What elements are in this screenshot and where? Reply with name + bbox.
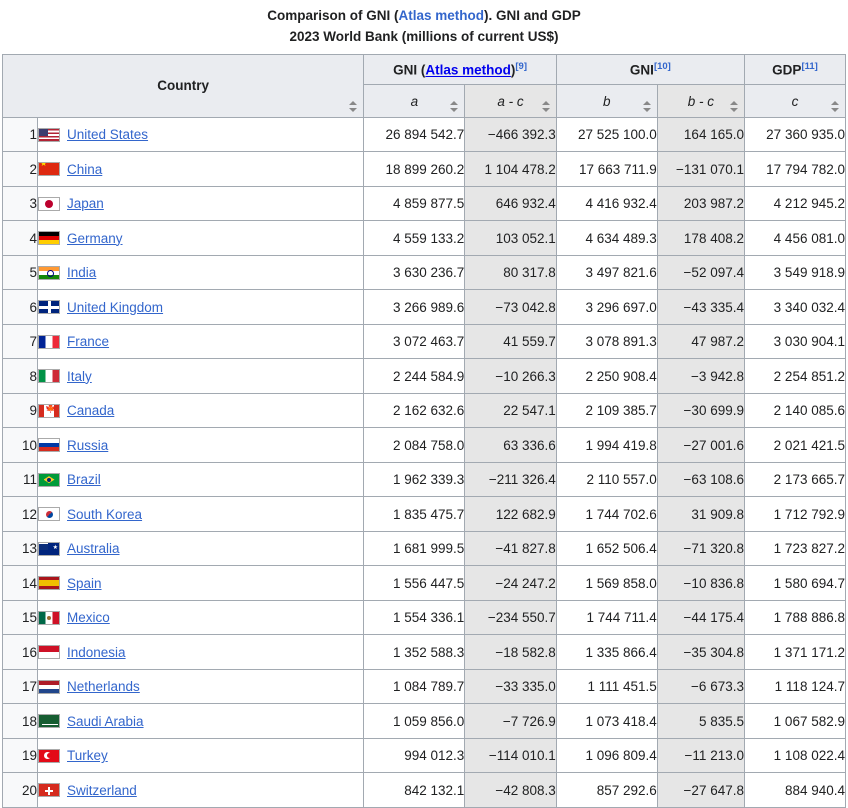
table-row — [3, 669, 846, 704]
row-rank: 12 — [3, 497, 38, 532]
country-link[interactable]: Spain — [67, 575, 102, 591]
row-country — [38, 566, 364, 601]
cell-b-minus-c: −43 335.4 — [657, 290, 744, 325]
flag-icon — [38, 542, 60, 556]
cell-b-minus-c: −10 836.8 — [657, 566, 744, 601]
table-row — [3, 531, 846, 566]
row-rank: 18 — [3, 704, 38, 739]
cell-a-minus-c: −211 326.4 — [465, 462, 556, 497]
row-rank: 9 — [3, 393, 38, 428]
cell-a-minus-c: −466 392.3 — [465, 117, 556, 152]
row-country — [38, 152, 364, 187]
flag-icon — [38, 680, 60, 694]
sort-icon-country[interactable] — [349, 100, 358, 113]
cell-gni-b: 4 416 932.4 — [556, 186, 657, 221]
cell-a-minus-c: −18 582.8 — [465, 635, 556, 670]
cell-gni-atlas-a: 1 962 339.3 — [364, 462, 465, 497]
cell-gdp-c: 2 173 665.7 — [744, 462, 845, 497]
cell-gni-atlas-a: 3 072 463.7 — [364, 324, 465, 359]
flag-icon — [38, 749, 60, 763]
cell-gdp-c: 1 788 886.8 — [744, 600, 845, 635]
row-country — [38, 600, 364, 635]
cell-gni-b: 2 109 385.7 — [556, 393, 657, 428]
country-link[interactable]: South Korea — [67, 506, 143, 522]
cell-a-minus-c: −42 808.3 — [465, 773, 556, 808]
header-country-label: Country — [157, 78, 210, 94]
cell-a-minus-c: 646 932.4 — [465, 186, 556, 221]
row-rank: 19 — [3, 738, 38, 773]
row-rank: 8 — [3, 359, 38, 394]
header-col-c-label: c — [791, 93, 799, 109]
row-country — [38, 324, 364, 359]
row-rank: 17 — [3, 669, 38, 704]
cell-b-minus-c: −52 097.4 — [657, 255, 744, 290]
cell-b-minus-c: 164 165.0 — [657, 117, 744, 152]
cell-a-minus-c: −41 827.8 — [465, 531, 556, 566]
cell-b-minus-c: −27 001.6 — [657, 428, 744, 463]
cell-a-minus-c: −10 266.3 — [465, 359, 556, 394]
cell-gni-atlas-a: 1 835 475.7 — [364, 497, 465, 532]
country-link[interactable]: Mexico — [67, 610, 110, 626]
flag-icon — [38, 335, 60, 349]
cell-gdp-c: 1 108 022.4 — [744, 738, 845, 773]
cell-gni-atlas-a: 994 012.3 — [364, 738, 465, 773]
sort-icon-b[interactable] — [643, 100, 652, 113]
cell-a-minus-c: 122 682.9 — [465, 497, 556, 532]
flag-icon — [38, 231, 60, 245]
cell-gni-b: 1 096 809.4 — [556, 738, 657, 773]
flag-icon — [38, 128, 60, 142]
country-link[interactable]: United States — [67, 127, 149, 143]
caption-line-1-pre: Comparison of GNI ( — [267, 8, 399, 23]
row-country — [38, 704, 364, 739]
row-rank: 4 — [3, 221, 38, 256]
flag-icon — [38, 645, 60, 659]
cell-b-minus-c: −6 673.3 — [657, 669, 744, 704]
sort-icon-b-minus-c[interactable] — [730, 100, 739, 113]
table-row — [3, 600, 846, 635]
country-link[interactable]: Switzerland — [67, 782, 137, 798]
row-country — [38, 428, 364, 463]
country-link[interactable]: China — [67, 161, 103, 177]
header-country[interactable] — [3, 54, 364, 117]
cell-gni-atlas-a: 1 681 999.5 — [364, 531, 465, 566]
table-row — [3, 324, 846, 359]
header-gni-atlas-pre: GNI ( — [393, 62, 426, 78]
cell-b-minus-c: −44 175.4 — [657, 600, 744, 635]
cell-gdp-c: 3 340 032.4 — [744, 290, 845, 325]
cell-gni-atlas-a: 3 630 236.7 — [364, 255, 465, 290]
header-gdp-label: GDP — [772, 62, 802, 78]
cell-b-minus-c: 203 987.2 — [657, 186, 744, 221]
header-gdp — [744, 54, 845, 84]
flag-icon — [38, 438, 60, 452]
row-rank: 13 — [3, 531, 38, 566]
cell-gdp-c: 1 723 827.2 — [744, 531, 845, 566]
header-col-a-minus-c[interactable] — [465, 85, 556, 118]
flag-icon — [38, 714, 60, 728]
row-rank: 14 — [3, 566, 38, 601]
cell-gni-b: 2 250 908.4 — [556, 359, 657, 394]
country-link[interactable]: Australia — [67, 541, 120, 557]
cell-gdp-c: 1 118 124.7 — [744, 669, 845, 704]
cell-b-minus-c: 5 835.5 — [657, 704, 744, 739]
country-link[interactable]: Japan — [67, 196, 104, 212]
cell-gni-atlas-a: 1 059 856.0 — [364, 704, 465, 739]
table-row — [3, 773, 846, 808]
country-link[interactable]: India — [67, 265, 97, 281]
caption-line-1-post: ). GNI and GDP — [484, 8, 581, 23]
cell-b-minus-c: −35 304.8 — [657, 635, 744, 670]
row-country — [38, 669, 364, 704]
header-gni — [556, 54, 744, 84]
flag-icon — [38, 783, 60, 797]
header-col-c[interactable] — [744, 85, 845, 118]
cell-b-minus-c: −63 108.6 — [657, 462, 744, 497]
table-caption — [0, 0, 848, 48]
country-link[interactable]: Germany — [67, 230, 123, 246]
cell-gni-atlas-a: 4 559 133.2 — [364, 221, 465, 256]
row-country — [38, 255, 364, 290]
flag-icon — [38, 162, 60, 176]
row-country — [38, 462, 364, 497]
cell-gni-atlas-a: 1 084 789.7 — [364, 669, 465, 704]
gni-gdp-comparison-table — [2, 54, 846, 808]
table-row — [3, 221, 846, 256]
ref-10[interactable]: [10] — [653, 61, 671, 73]
header-col-a[interactable] — [364, 85, 465, 118]
cell-gdp-c: 3 030 904.1 — [744, 324, 845, 359]
country-link[interactable]: Netherlands — [67, 679, 140, 695]
cell-gni-atlas-a: 2 084 758.0 — [364, 428, 465, 463]
flag-icon — [38, 611, 60, 625]
cell-gdp-c: 4 212 945.2 — [744, 186, 845, 221]
row-rank: 20 — [3, 773, 38, 808]
flag-icon — [38, 266, 60, 280]
country-link[interactable]: Brazil — [67, 472, 101, 488]
row-rank: 6 — [3, 290, 38, 325]
cell-gni-atlas-a: 842 132.1 — [364, 773, 465, 808]
header-atlas-method-link[interactable]: Atlas method — [425, 62, 511, 78]
cell-a-minus-c: −114 010.1 — [465, 738, 556, 773]
country-link[interactable]: Saudi Arabia — [67, 713, 144, 729]
cell-b-minus-c: −71 320.8 — [657, 531, 744, 566]
cell-gdp-c: 2 140 085.6 — [744, 393, 845, 428]
cell-gni-atlas-a: 1 352 588.3 — [364, 635, 465, 670]
table-row — [3, 566, 846, 601]
cell-gni-atlas-a: 26 894 542.7 — [364, 117, 465, 152]
cell-gdp-c: 4 456 081.0 — [744, 221, 845, 256]
flag-icon — [38, 507, 60, 521]
country-link[interactable]: Turkey — [67, 748, 108, 764]
flag-icon — [38, 197, 60, 211]
cell-a-minus-c: −73 042.8 — [465, 290, 556, 325]
cell-gni-b: 1 744 711.4 — [556, 600, 657, 635]
table-row — [3, 462, 846, 497]
cell-gni-b: 4 634 489.3 — [556, 221, 657, 256]
row-country — [38, 290, 364, 325]
row-rank: 16 — [3, 635, 38, 670]
table-head — [3, 54, 846, 117]
flag-icon — [38, 576, 60, 590]
cell-gni-b: 857 292.6 — [556, 773, 657, 808]
cell-gdp-c: 3 549 918.9 — [744, 255, 845, 290]
cell-gni-b: 17 663 711.9 — [556, 152, 657, 187]
cell-a-minus-c: 63 336.6 — [465, 428, 556, 463]
cell-gni-b: 1 994 419.8 — [556, 428, 657, 463]
cell-gni-b: 27 525 100.0 — [556, 117, 657, 152]
cell-b-minus-c: 31 909.8 — [657, 497, 744, 532]
table-row — [3, 359, 846, 394]
row-rank: 10 — [3, 428, 38, 463]
row-rank: 3 — [3, 186, 38, 221]
row-country — [38, 186, 364, 221]
cell-b-minus-c: −3 942.8 — [657, 359, 744, 394]
ref-11[interactable]: [11] — [801, 61, 818, 73]
cell-gni-atlas-a: 3 266 989.6 — [364, 290, 465, 325]
cell-b-minus-c: −27 647.8 — [657, 773, 744, 808]
cell-gni-atlas-a: 18 899 260.2 — [364, 152, 465, 187]
cell-a-minus-c: 103 052.1 — [465, 221, 556, 256]
table-row — [3, 117, 846, 152]
table-row — [3, 738, 846, 773]
cell-gni-b: 1 652 506.4 — [556, 531, 657, 566]
table-row — [3, 393, 846, 428]
header-col-b-minus-c-label: b - c — [687, 93, 714, 109]
table-row — [3, 635, 846, 670]
flag-icon — [38, 404, 60, 418]
header-col-a-minus-c-label: a - c — [497, 93, 524, 109]
table-row — [3, 704, 846, 739]
caption-line-1 — [0, 6, 848, 27]
cell-gni-b: 3 078 891.3 — [556, 324, 657, 359]
cell-a-minus-c: 22 547.1 — [465, 393, 556, 428]
country-link[interactable]: United Kingdom — [67, 299, 164, 315]
cell-gni-atlas-a: 1 554 336.1 — [364, 600, 465, 635]
table-row — [3, 428, 846, 463]
ref-9[interactable]: [9] — [515, 61, 528, 73]
cell-a-minus-c: −33 335.0 — [465, 669, 556, 704]
cell-gdp-c: 17 794 782.0 — [744, 152, 845, 187]
cell-gni-b: 3 296 697.0 — [556, 290, 657, 325]
country-link[interactable]: Canada — [67, 403, 115, 419]
country-link[interactable]: France — [67, 334, 110, 350]
header-col-b-label: b — [603, 93, 611, 109]
row-country — [38, 221, 364, 256]
cell-gni-atlas-a: 2 244 584.9 — [364, 359, 465, 394]
table-row — [3, 255, 846, 290]
cell-gdp-c: 1 712 792.9 — [744, 497, 845, 532]
country-link[interactable]: Italy — [67, 368, 92, 384]
cell-b-minus-c: 47 987.2 — [657, 324, 744, 359]
row-rank: 1 — [3, 117, 38, 152]
header-gni-atlas — [364, 54, 556, 84]
table-row — [3, 152, 846, 187]
row-rank: 2 — [3, 152, 38, 187]
cell-gdp-c: 2 254 851.2 — [744, 359, 845, 394]
header-col-a-label: a — [410, 93, 419, 109]
row-country — [38, 635, 364, 670]
cell-a-minus-c: −234 550.7 — [465, 600, 556, 635]
cell-b-minus-c: −30 699.9 — [657, 393, 744, 428]
cell-gni-atlas-a: 1 556 447.5 — [364, 566, 465, 601]
cell-gdp-c: 2 021 421.5 — [744, 428, 845, 463]
country-link[interactable]: Russia — [67, 437, 109, 453]
cell-gdp-c: 1 580 694.7 — [744, 566, 845, 601]
row-country — [38, 531, 364, 566]
row-country — [38, 738, 364, 773]
cell-gdp-c: 884 940.4 — [744, 773, 845, 808]
header-col-b-minus-c[interactable] — [657, 85, 744, 118]
flag-icon — [38, 300, 60, 314]
cell-gni-b: 1 111 451.5 — [556, 669, 657, 704]
cell-b-minus-c: 178 408.2 — [657, 221, 744, 256]
table-row — [3, 186, 846, 221]
table-body — [3, 117, 846, 807]
cell-b-minus-c: −11 213.0 — [657, 738, 744, 773]
row-rank: 7 — [3, 324, 38, 359]
caption-line-2: 2023 World Bank (millions of current US$) — [289, 28, 559, 44]
cell-b-minus-c: −131 070.1 — [657, 152, 744, 187]
country-link[interactable]: Indonesia — [67, 644, 126, 660]
flag-icon — [38, 473, 60, 487]
flag-icon — [38, 369, 60, 383]
cell-gni-b: 1 569 858.0 — [556, 566, 657, 601]
header-gni-atlas-post: ) — [510, 62, 516, 78]
row-rank: 15 — [3, 600, 38, 635]
header-row-groups — [3, 54, 846, 84]
row-rank: 11 — [3, 462, 38, 497]
sort-icon-a[interactable] — [450, 100, 459, 113]
row-country — [38, 393, 364, 428]
cell-a-minus-c: 1 104 478.2 — [465, 152, 556, 187]
row-rank: 5 — [3, 255, 38, 290]
table-row — [3, 290, 846, 325]
atlas-method-link[interactable]: Atlas method — [398, 8, 484, 23]
cell-a-minus-c: 80 317.8 — [465, 255, 556, 290]
cell-gdp-c: 1 067 582.9 — [744, 704, 845, 739]
table-row — [3, 497, 846, 532]
cell-gdp-c: 27 360 935.0 — [744, 117, 845, 152]
cell-gni-b: 1 073 418.4 — [556, 704, 657, 739]
row-country — [38, 359, 364, 394]
sort-icon-a-minus-c[interactable] — [542, 100, 551, 113]
header-col-b[interactable] — [556, 85, 657, 118]
row-country — [38, 117, 364, 152]
cell-gni-b: 1 335 866.4 — [556, 635, 657, 670]
cell-gdp-c: 1 371 171.2 — [744, 635, 845, 670]
cell-a-minus-c: −7 726.9 — [465, 704, 556, 739]
cell-gni-b: 3 497 821.6 — [556, 255, 657, 290]
cell-gni-b: 2 110 557.0 — [556, 462, 657, 497]
sort-icon-c[interactable] — [831, 100, 840, 113]
cell-a-minus-c: 41 559.7 — [465, 324, 556, 359]
cell-a-minus-c: −24 247.2 — [465, 566, 556, 601]
row-country — [38, 773, 364, 808]
cell-gni-b: 1 744 702.6 — [556, 497, 657, 532]
cell-gni-atlas-a: 4 859 877.5 — [364, 186, 465, 221]
header-gni-label: GNI — [629, 62, 654, 78]
row-country — [38, 497, 364, 532]
cell-gni-atlas-a: 2 162 632.6 — [364, 393, 465, 428]
